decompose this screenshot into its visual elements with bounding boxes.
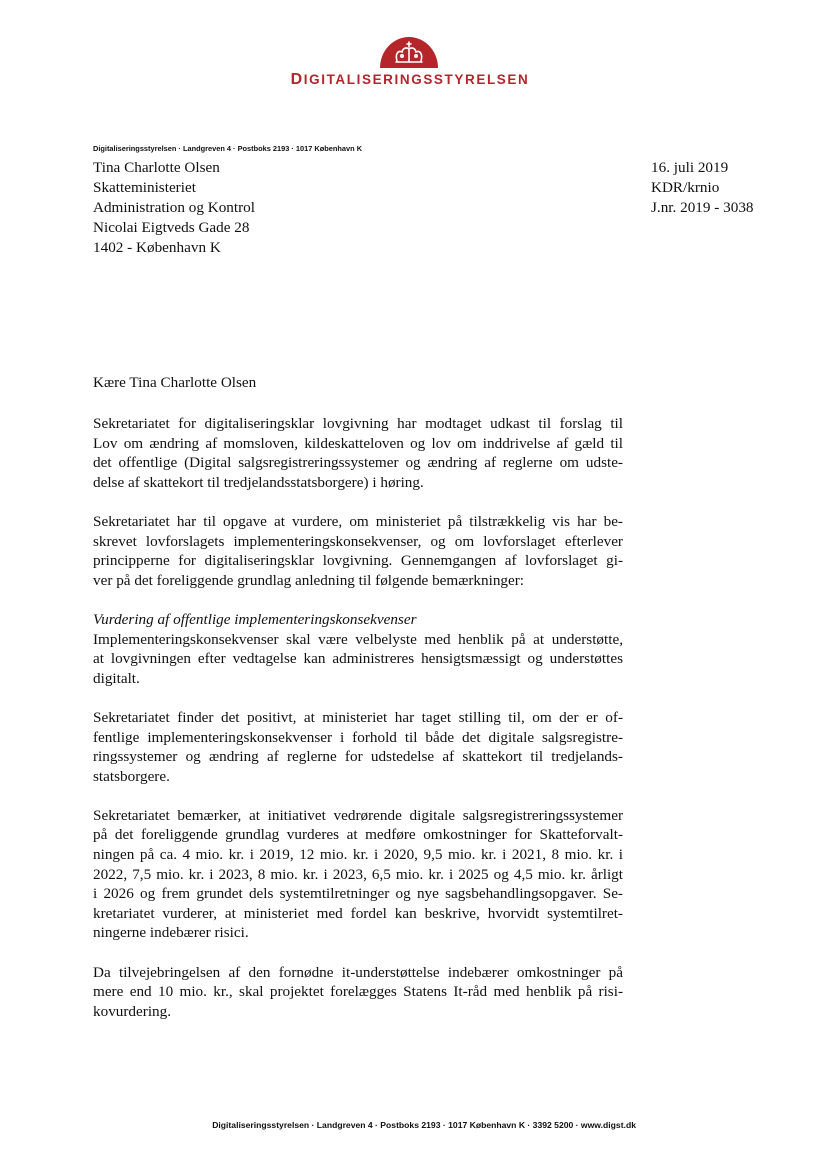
text-line: ringssystemer og ændring af reglerne for udstedelse af skattekort til tredjelands-: [93, 748, 623, 766]
text-line: fentlige implementeringskonsekvenser i forhold til både det digitale salgsregistre-: [93, 728, 623, 746]
text-line: at lovgivningen efter vedtagelse kan administreres hensigtsmæssigt og understøttes: [93, 650, 623, 668]
salutation: Kære Tina Charlotte Olsen: [93, 374, 257, 391]
agency-name: [290, 71, 530, 89]
text-line: mere end 10 mio. kr., skal projektet forelægges Statens It-råd med henblik på risi-: [93, 983, 623, 1001]
sender-address-line: Digitaliseringsstyrelsen · Landgreven 4 · Postboks 2193 · 1017 København K: [93, 144, 363, 153]
text-line: på det foreliggende grundlag vurderes at medføre omkostninger for Skatteforvalt-: [93, 826, 623, 844]
paragraph-task: [93, 512, 623, 590]
crown-icon: [378, 34, 440, 68]
paragraph-costs: [93, 806, 623, 943]
text-line: Sekretariatet bemærker, at initiativet vedrørende digitale salgsregistreringssystemer: [93, 806, 623, 824]
letter-body: [93, 414, 623, 1041]
recipient-name: Tina Charlotte Olsen: [93, 159, 220, 176]
text-line: ningerne indebærer risici.: [93, 924, 249, 942]
text-line: statsborgere.: [93, 767, 170, 785]
letter-initials: KDR/krnio: [651, 179, 720, 196]
agency-name-initial: D: [290, 71, 304, 88]
paragraph-positive: [93, 708, 623, 786]
text-line: Sekretariatet har til opgave at vurdere, om ministeriet på tilstrækkelig vis har be-: [93, 512, 623, 530]
text-line: i 2026 og frem grundet dels systemtilretninger og nye sagsbehandlingsopgaver. Se-: [93, 885, 623, 903]
recipient-postal: 1402 - København K: [93, 239, 221, 256]
text-line: Implementeringskonsekvenser skal være velbelyste med henblik på at understøtte,: [93, 630, 623, 648]
recipient-address: [93, 158, 255, 258]
agency-logo: [290, 34, 530, 92]
text-line: skrevet lovforslagets implementeringskonsekvenser, og om lovforslaget efterlever: [93, 532, 623, 550]
agency-name-rest: IGITALISERINGSSTYRELSEN: [303, 72, 530, 87]
recipient-street: Nicolai Eigtveds Gade 28: [93, 219, 250, 236]
section-heading: Vurdering af offentlige implementeringskonsekvenser: [93, 610, 417, 628]
paragraph-assessment: [93, 610, 623, 688]
text-line: ningen på ca. 4 mio. kr. i 2019, 12 mio. kr. i 2020, 9,5 mio. kr. i 2021, 8 mio. kr. i: [93, 846, 623, 864]
text-line: ver på det foreliggende grundlag anledning til følgende bemærkninger:: [93, 571, 525, 589]
page-footer: [0, 1120, 828, 1130]
text-line: Sekretariatet finder det positivt, at ministeriet har taget stilling til, om der er of-: [93, 708, 623, 726]
text-line: principperne for digitaliseringsklar lovgivning. Gennemgangen af lovforslaget gi-: [93, 552, 623, 570]
letter-meta: [651, 158, 754, 218]
text-line: digitalt.: [93, 669, 140, 687]
paragraph-intro: [93, 414, 623, 492]
footer-contact-line: Digitaliseringsstyrelsen · Landgreven 4 · Postboks 2193 · 1017 København K · 3392 5200 · www.digst.dk: [212, 1120, 636, 1130]
text-line: det offentlige (Digital salgsregistreringssystemer og ændring af reglerne om udste-: [93, 454, 623, 472]
text-line: Da tilvejebringelsen af den fornødne it-understøttelse indebærer omkostninger på: [93, 963, 623, 981]
letter-date: 16. juli 2019: [651, 159, 729, 176]
text-line: kovurdering.: [93, 1002, 172, 1020]
text-line: Sekretariatet for digitaliseringsklar lovgivning har modtaget udkast til forslag til: [93, 415, 623, 432]
paragraph-it-council: [93, 963, 623, 1022]
text-line: kretariatet vurderer, at ministeriet med fordel kan beskrive, hvorvidt systemtilret-: [93, 904, 623, 922]
journal-number: J.nr. 2019 - 3038: [651, 199, 754, 216]
text-line: Lov om ændring af momsloven, kildeskatteloven og lov om inddrivelse af gæld til: [93, 434, 623, 452]
recipient-organization: Skatteministeriet: [93, 179, 196, 196]
recipient-department: Administration og Kontrol: [93, 199, 255, 216]
text-line: delse af skattekort til tredjelandsstatsborgere) i høring.: [93, 473, 424, 491]
text-line: 2022, 7,5 mio. kr. i 2023, 8 mio. kr. i 2023, 6,5 mio. kr. i 2025 og 4,5 mio. kr. årligt: [93, 865, 623, 883]
